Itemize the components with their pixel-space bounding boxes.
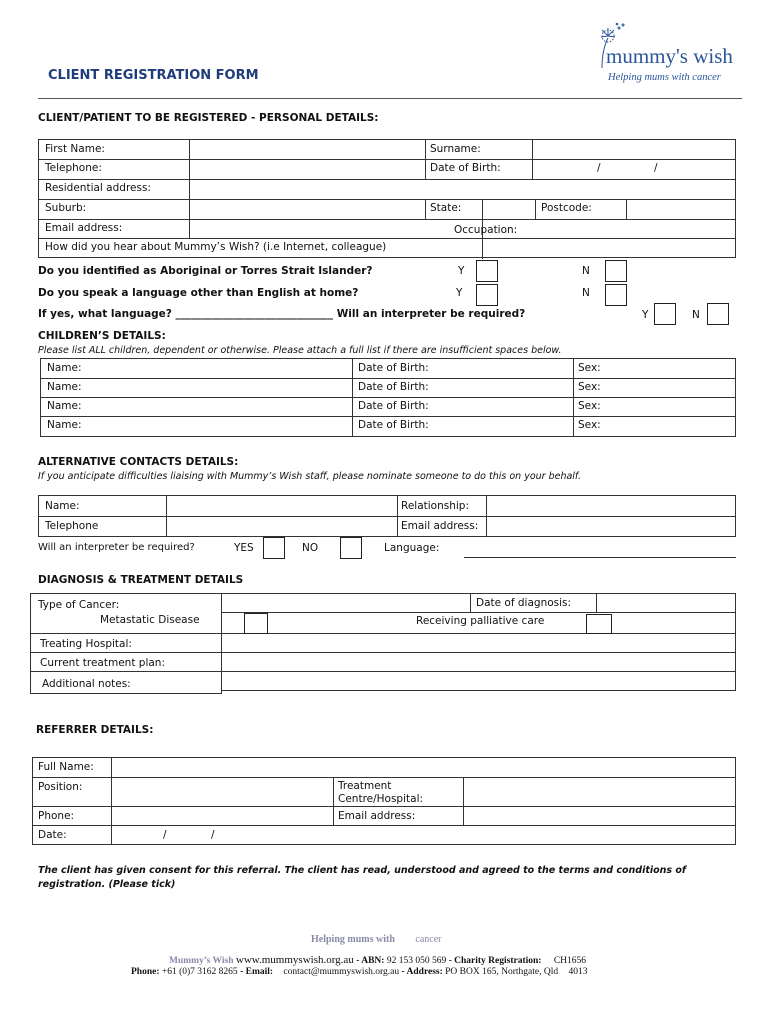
referrer-date-field[interactable] bbox=[112, 826, 735, 844]
email-label: Email address: bbox=[45, 222, 123, 234]
alt-relationship-field[interactable] bbox=[487, 496, 735, 516]
child-3-sex-label: Sex: bbox=[578, 400, 601, 412]
referrer-position-label: Position: bbox=[38, 781, 83, 793]
footer-tagline-a: Helping mums with bbox=[311, 934, 395, 945]
metastatic-label: Metastatic Disease bbox=[100, 614, 200, 626]
postcode-field[interactable] bbox=[627, 200, 735, 219]
alt-language-field[interactable] bbox=[464, 545, 736, 558]
dob-slash-1: / bbox=[597, 162, 601, 174]
alt-relationship-label: Relationship: bbox=[401, 500, 469, 512]
child-2-sex-label: Sex: bbox=[578, 381, 601, 393]
child-3-dob-label: Date of Birth: bbox=[358, 400, 429, 412]
alternative-contact-grid bbox=[38, 495, 736, 537]
alt-interpreter-no-checkbox[interactable] bbox=[340, 537, 362, 559]
alt-email-field[interactable] bbox=[487, 517, 735, 536]
email-field[interactable] bbox=[190, 220, 481, 238]
referrer-phone-field[interactable] bbox=[112, 807, 332, 825]
what-language-question: If yes, what language? ______________________________ Will an interpreter be required? bbox=[38, 308, 526, 320]
footer-address-label: - Address: bbox=[401, 967, 443, 977]
hospital-field[interactable] bbox=[222, 634, 735, 652]
footer-tagline-b: cancer bbox=[415, 934, 442, 945]
title-divider bbox=[38, 98, 742, 99]
footer-phone-label: Phone: bbox=[131, 967, 160, 977]
hospital-label: Treating Hospital: bbox=[40, 638, 132, 650]
state-field[interactable] bbox=[483, 200, 534, 219]
metastatic-checkbox[interactable] bbox=[244, 613, 268, 634]
footer-postcode: 4013 bbox=[568, 967, 588, 977]
cancer-type-label: Type of Cancer: bbox=[38, 599, 120, 611]
footer-line-2 bbox=[131, 967, 587, 977]
alt-telephone-label: Telephone bbox=[45, 520, 99, 532]
occupation-label: Occupation: bbox=[454, 224, 518, 236]
child-1-dob-label: Date of Birth: bbox=[358, 362, 429, 374]
footer-tagline bbox=[311, 934, 442, 945]
palliative-label: Receiving palliative care bbox=[416, 615, 545, 627]
referrer-fullname-label: Full Name: bbox=[38, 761, 94, 773]
date-diagnosis-field[interactable] bbox=[597, 594, 735, 612]
state-label: State: bbox=[430, 202, 462, 214]
telephone-label: Telephone: bbox=[45, 162, 102, 174]
language-yes-checkbox[interactable] bbox=[476, 284, 498, 306]
interpreter-no-label: N bbox=[692, 309, 700, 321]
palliative-checkbox[interactable] bbox=[586, 614, 612, 634]
referrer-email-label: Email address: bbox=[338, 810, 416, 822]
language-no-checkbox[interactable] bbox=[605, 284, 627, 306]
interpreter-yes-checkbox[interactable] bbox=[654, 303, 676, 325]
footer-org: Mummy’s Wish bbox=[169, 956, 234, 966]
footer-line-1 bbox=[169, 954, 586, 966]
referrer-centre-label: Treatment Centre/Hospital: bbox=[338, 780, 424, 805]
form-title: CLIENT REGISTRATION FORM bbox=[48, 68, 259, 83]
referrer-date-slash-1: / bbox=[163, 829, 167, 841]
referrer-phone-label: Phone: bbox=[38, 810, 75, 822]
footer-charity: CH1656 bbox=[553, 956, 587, 966]
footer-abn: 92 153 050 569 bbox=[386, 956, 447, 966]
footer-email-label: - Email: bbox=[240, 967, 274, 977]
child-2-name-label: Name: bbox=[47, 381, 82, 393]
dob-label: Date of Birth: bbox=[430, 162, 501, 174]
alt-name-label: Name: bbox=[45, 500, 80, 512]
language-question: Do you speak a language other than English at home? bbox=[38, 287, 359, 299]
diagnosis-grid bbox=[30, 593, 736, 695]
alt-yes-label: YES bbox=[234, 542, 254, 554]
personal-details-grid bbox=[38, 139, 736, 258]
aboriginal-question: Do you identified as Aboriginal or Torres Strait Islander? bbox=[38, 265, 373, 277]
aboriginal-no-checkbox[interactable] bbox=[605, 260, 627, 282]
referrer-position-field[interactable] bbox=[112, 778, 332, 806]
cancer-type-field[interactable] bbox=[222, 594, 469, 612]
notes-field[interactable] bbox=[222, 672, 735, 690]
footer-web[interactable]: www.mummyswish.org.au bbox=[235, 954, 354, 966]
referrer-centre-field[interactable] bbox=[464, 778, 735, 806]
child-2-dob-label: Date of Birth: bbox=[358, 381, 429, 393]
aboriginal-yes-label: Y bbox=[458, 265, 465, 277]
alt-email-label: Email address: bbox=[401, 520, 479, 532]
children-table bbox=[40, 358, 736, 437]
logo-tagline: Helping mums with cancer bbox=[608, 72, 721, 83]
alt-name-field[interactable] bbox=[167, 496, 396, 516]
language-yes-label: Y bbox=[456, 287, 463, 299]
children-note: Please list ALL children, dependent or otherwise. Please attach a full list if there are insufficient spaces below. bbox=[38, 345, 562, 356]
alt-interpreter-label: Will an interpreter be required? bbox=[38, 542, 195, 553]
referrer-date-label: Date: bbox=[38, 829, 67, 841]
alt-telephone-field[interactable] bbox=[167, 517, 396, 536]
surname-field[interactable] bbox=[533, 140, 735, 159]
suburb-field[interactable] bbox=[190, 200, 424, 219]
hear-about-label: How did you hear about Mummy’s Wish? (i.e Internet, colleague) bbox=[45, 241, 387, 253]
aboriginal-yes-checkbox[interactable] bbox=[476, 260, 498, 282]
first-name-label: First Name: bbox=[45, 143, 105, 155]
dob-field[interactable] bbox=[533, 160, 735, 179]
referrer-date-slash-2: / bbox=[211, 829, 215, 841]
logo bbox=[592, 22, 752, 92]
date-diagnosis-label: Date of diagnosis: bbox=[476, 597, 572, 609]
language-no-label: N bbox=[582, 287, 590, 299]
footer-email[interactable]: contact@mummyswish.org.au bbox=[283, 967, 400, 977]
footer-phone: +61 (0)7 3162 8265 bbox=[161, 967, 238, 977]
child-1-name-label: Name: bbox=[47, 362, 82, 374]
alt-no-label: NO bbox=[302, 542, 319, 554]
notes-label: Additional notes: bbox=[42, 678, 131, 690]
child-1-sex-label: Sex: bbox=[578, 362, 601, 374]
plan-field[interactable] bbox=[222, 653, 735, 671]
alternative-heading: ALTERNATIVE CONTACTS DETAILS: bbox=[38, 456, 239, 468]
address-label: Residential address: bbox=[45, 182, 151, 194]
footer-abn-label: - ABN: bbox=[356, 956, 385, 966]
footer-charity-label: - Charity Registration: bbox=[448, 956, 542, 966]
address-field[interactable] bbox=[190, 180, 735, 199]
telephone-field[interactable] bbox=[190, 160, 424, 179]
postcode-label: Postcode: bbox=[541, 202, 592, 214]
surname-label: Surname: bbox=[430, 143, 481, 155]
alt-language-label: Language: bbox=[384, 542, 440, 554]
aboriginal-no-label: N bbox=[582, 265, 590, 277]
diagnosis-heading: DIAGNOSIS & TREATMENT DETAILS bbox=[38, 574, 244, 586]
referrer-grid bbox=[32, 757, 736, 845]
first-name-field[interactable] bbox=[190, 140, 424, 159]
personal-heading: CLIENT/PATIENT TO BE REGISTERED - PERSONAL DETAILS: bbox=[38, 112, 379, 124]
dob-slash-2: / bbox=[654, 162, 658, 174]
plan-label: Current treatment plan: bbox=[40, 657, 165, 669]
alt-interpreter-yes-checkbox[interactable] bbox=[263, 537, 285, 559]
children-heading: CHILDREN’S DETAILS: bbox=[38, 330, 166, 342]
interpreter-yes-label: Y bbox=[642, 309, 649, 321]
footer-address: PO BOX 165, Northgate, Qld bbox=[445, 967, 559, 977]
child-3-name-label: Name: bbox=[47, 400, 82, 412]
child-4-dob-label: Date of Birth: bbox=[358, 419, 429, 431]
interpreter-no-checkbox[interactable] bbox=[707, 303, 729, 325]
referrer-email-field[interactable] bbox=[464, 807, 735, 825]
occupation-field[interactable] bbox=[483, 239, 735, 258]
referrer-heading: REFERRER DETAILS: bbox=[36, 724, 154, 736]
child-4-name-label: Name: bbox=[47, 419, 82, 431]
referrer-fullname-field[interactable] bbox=[112, 758, 735, 777]
suburb-label: Suburb: bbox=[45, 202, 87, 214]
consent-text: The client has given consent for this referral. The client has read, understood and agreed to the terms and conditions of registration. (Please tick) bbox=[38, 865, 687, 890]
alternative-note: If you anticipate difficulties liaising with Mummy’s Wish staff, please nominate someone to do this on your behalf. bbox=[38, 471, 582, 482]
logo-name: mummy's wish bbox=[606, 44, 733, 68]
child-4-sex-label: Sex: bbox=[578, 419, 601, 431]
